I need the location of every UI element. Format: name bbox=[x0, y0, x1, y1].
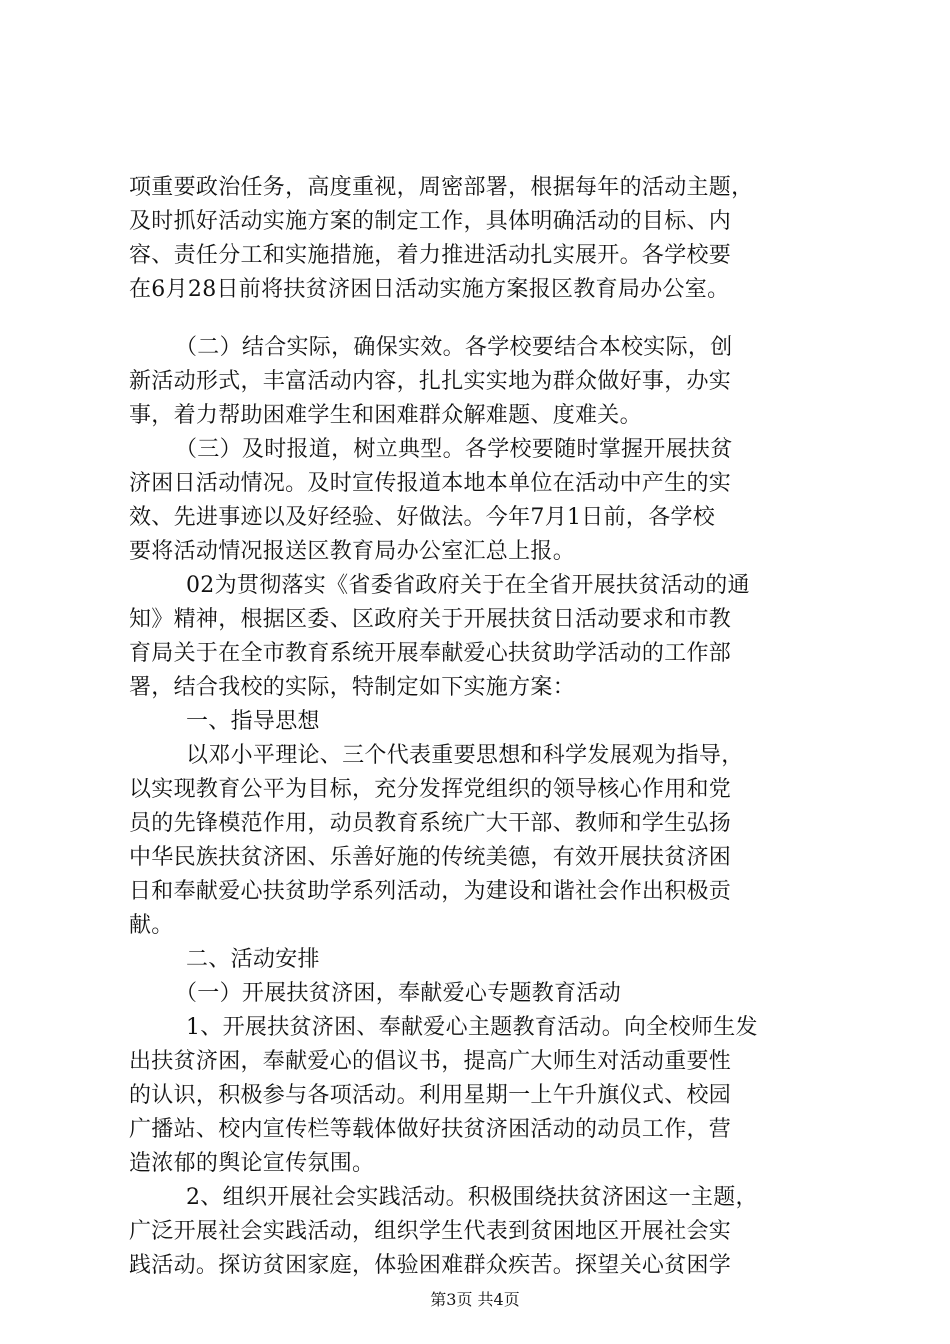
paragraph-line: 新活动形式，丰富活动内容，扎扎实实地为群众做好事，办实 bbox=[129, 369, 732, 394]
paragraph-line: 以邓小平理论、三个代表重要思想和科学发展观为指导， bbox=[186, 743, 744, 768]
paragraph-line: 广泛开展社会实践活动，组织学生代表到贫困地区开展社会实 bbox=[129, 1219, 732, 1244]
paragraph-line: 的认识，积极参与各项活动。利用星期一上午升旗仪式、校园 bbox=[129, 1083, 732, 1108]
paragraph-line: （二）结合实际，确保实效。各学校要结合本校实际，创 bbox=[175, 335, 733, 360]
paragraph-line: 容、责任分工和实施措施，着力推进活动扎实展开。各学校要 bbox=[129, 243, 732, 268]
paragraph-line: 广播站、校内宣传栏等载体做好扶贫济困活动的动员工作，营 bbox=[129, 1117, 732, 1142]
paragraph-line: 员的先锋模范作用，动员教育系统广大干部、教师和学生弘扬 bbox=[129, 811, 732, 836]
paragraph-line: 及时抓好活动实施方案的制定工作，具体明确活动的目标、内 bbox=[129, 209, 732, 234]
paragraph-line: 日和奉献爱心扶贫助学系列活动，为建设和谐社会作出积极贡 bbox=[129, 879, 732, 904]
paragraph-line: 出扶贫济困，奉献爱心的倡议书，提高广大师生对活动重要性 bbox=[129, 1049, 732, 1074]
section-heading: 二、活动安排 bbox=[186, 947, 320, 972]
paragraph-line: 要将活动情况报送区教育局办公室汇总上报。 bbox=[129, 539, 576, 564]
paragraph-line: 济困日活动情况。及时宣传报道本地本单位在活动中产生的实 bbox=[129, 471, 732, 496]
paragraph-line: 署，结合我校的实际，特制定如下实施方案： bbox=[129, 675, 576, 700]
paragraph-line: 造浓郁的舆论宣传氛围。 bbox=[129, 1151, 375, 1176]
paragraph-line: 1、开展扶贫济困、奉献爱心主题教育活动。向全校师生发 bbox=[186, 1015, 758, 1040]
paragraph-line: 中华民族扶贫济困、乐善好施的传统美德，有效开展扶贫济困 bbox=[129, 845, 732, 870]
section-heading: 一、指导思想 bbox=[186, 709, 320, 734]
paragraph-line: 践活动。探访贫困家庭，体验困难群众疾苦。探望关心贫困学 bbox=[129, 1253, 732, 1278]
paragraph-line: 献。 bbox=[129, 913, 174, 938]
page-footer: 第3页 共4页 bbox=[430, 1290, 520, 1309]
paragraph-line: 项重要政治任务，高度重视，周密部署，根据每年的活动主题， bbox=[129, 175, 754, 200]
paragraph-line: （三）及时报道，树立典型。各学校要随时掌握开展扶贫 bbox=[175, 437, 733, 462]
paragraph-line: 以实现教育公平为目标，充分发挥党组织的领导核心作用和党 bbox=[129, 777, 732, 802]
subsection-heading: （一）开展扶贫济困，奉献爱心专题教育活动 bbox=[175, 981, 622, 1006]
paragraph-line: 效、先进事迹以及好经验、好做法。今年7月1日前，各学校 bbox=[129, 505, 716, 530]
paragraph-line: 知》精神，根据区委、区政府关于开展扶贫日活动要求和市教 bbox=[129, 607, 732, 632]
paragraph-line: 02为贯彻落实《省委省政府关于在全省开展扶贫活动的通 bbox=[186, 573, 750, 598]
paragraph-line: 事，着力帮助困难学生和困难群众解难题、度难关。 bbox=[129, 403, 642, 428]
paragraph-line: 在6月28日前将扶贫济困日活动实施方案报区教育局办公室。 bbox=[129, 277, 730, 302]
paragraph-line: 2、组织开展社会实践活动。积极围绕扶贫济困这一主题， bbox=[186, 1185, 758, 1210]
paragraph-line: 育局关于在全市教育系统开展奉献爱心扶贫助学活动的工作部 bbox=[129, 641, 732, 666]
